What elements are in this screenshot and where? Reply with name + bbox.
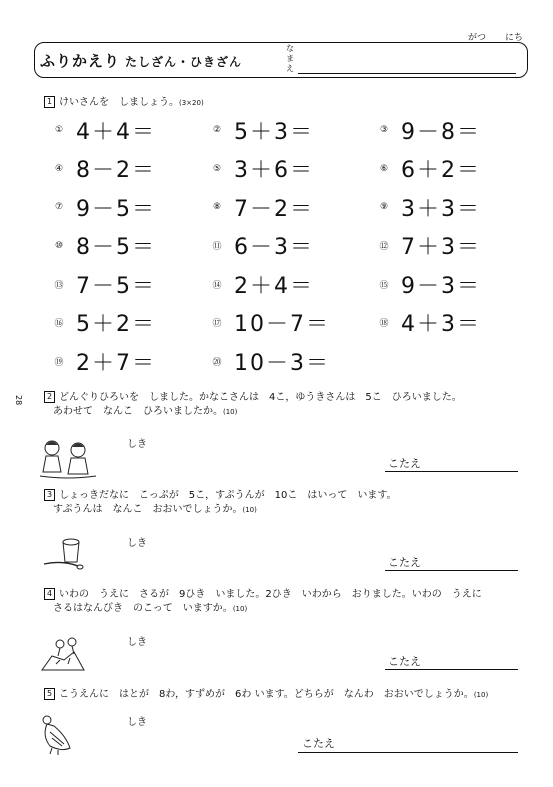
problem-expression: 6－3＝ (234, 235, 314, 260)
month-label: がつ (468, 33, 487, 43)
problem-item (377, 193, 481, 221)
problem2-points: (10) (223, 408, 238, 416)
problem-expression: 2＋4＝ (234, 273, 314, 299)
problem3-line1: しょっきだなに こっぷが 5こ，すぷうんが 10こ はいって います。 (59, 490, 397, 501)
problem2-shiki-label: しき (127, 439, 147, 450)
problem-item (377, 155, 481, 183)
problem-number: ⑳ (212, 357, 222, 368)
problem-item (210, 270, 314, 298)
problem2-text (44, 391, 462, 419)
problem-item (52, 309, 156, 337)
problem-number: ⑲ (54, 357, 64, 368)
cup-spoon-illustration (42, 536, 84, 572)
problem4-points: (10) (232, 605, 248, 613)
problem-expression: 7＋3＝ (401, 235, 481, 260)
problem-number: ⑤ (212, 163, 222, 174)
problem-number: ⑭ (212, 280, 222, 291)
section-number: 4 (44, 588, 55, 600)
problem-number: ⑬ (54, 280, 64, 291)
problem4-line2: さるはなんびき のこって いますか。 (53, 603, 233, 614)
problem-number: ⑪ (212, 242, 222, 252)
problem3-text (44, 489, 397, 517)
problem-expression: 7－5＝ (76, 273, 156, 299)
day-label: にち (505, 33, 524, 43)
problem-item (210, 232, 314, 260)
problem2-answer-field[interactable] (385, 471, 518, 472)
problem4-shiki-label: しき (127, 637, 147, 648)
problem-item (210, 347, 330, 375)
problem-expression: 5＋3＝ (234, 119, 314, 145)
problem-item (52, 155, 156, 183)
problem-expression: 8－5＝ (76, 235, 156, 260)
problem-expression: 7－2＝ (234, 196, 314, 222)
name-label: なまえ (286, 44, 294, 73)
problem-expression: 10－3＝ (234, 350, 330, 376)
problem-expression: 9－8＝ (401, 119, 481, 145)
problem-number: ④ (54, 163, 64, 174)
problem5-answer-field[interactable] (298, 752, 518, 753)
section1-heading (44, 96, 204, 110)
problem-expression: 3＋3＝ (401, 196, 481, 222)
section-number: 3 (44, 489, 55, 501)
side-number: 28 (14, 395, 23, 406)
problem-item (210, 116, 314, 144)
section-number: 1 (44, 96, 55, 108)
section1-points: (3×20) (179, 99, 204, 107)
problem-expression: 3＋6＝ (234, 158, 314, 183)
problem2-line2: あわせて なんこ ひろいましたか。 (53, 406, 223, 417)
problem4-line1: いわの うえに さるが 9ひき いました。2ひき いわから おりました。いわの うえに (59, 589, 482, 600)
problem-number: ⑧ (212, 202, 222, 212)
problem-number: ⑱ (379, 319, 389, 329)
problem-item (52, 116, 156, 144)
problem-item (377, 270, 481, 298)
children-illustration (38, 436, 98, 480)
section-number: 5 (44, 688, 55, 700)
problem-number: ⑩ (54, 240, 64, 251)
page-title: ふりかえり (40, 52, 121, 70)
name-field[interactable] (298, 73, 516, 74)
problem-item (210, 155, 314, 183)
section1-instruction: けいさんを しましょう。 (59, 97, 179, 108)
problem4-answer-field[interactable] (385, 669, 518, 670)
problem-number: ② (212, 125, 222, 135)
problem5-text (44, 688, 488, 702)
problem-item (210, 309, 330, 337)
problem-number: ① (54, 125, 64, 135)
problem-number: ⑫ (379, 242, 389, 252)
problem-expression: 9－3＝ (401, 273, 481, 299)
problem4-answer-label: こたえ (388, 655, 421, 668)
problem-number: ⑮ (379, 280, 389, 291)
problem3-answer-label: こたえ (388, 556, 421, 569)
problem3-answer-field[interactable] (385, 570, 518, 571)
problem-expression: 10－7＝ (234, 312, 330, 337)
pigeon-illustration (38, 712, 74, 756)
problem-item (52, 270, 156, 298)
page-subtitle: たしざん・ひきざん (125, 55, 243, 69)
problem2-line1: どんぐりひろいを しました。かなこさんは 4こ，ゆうきさんは 5こ ひろいました。 (59, 392, 462, 403)
problem-expression: 6＋2＝ (401, 158, 481, 183)
problem4-text (44, 588, 482, 616)
problem-item (52, 193, 156, 221)
problem-expression: 4＋4＝ (76, 119, 156, 145)
problem-item (377, 309, 481, 337)
problem-number: ⑦ (54, 202, 64, 212)
problem3-shiki-label: しき (127, 538, 147, 549)
section-number: 2 (44, 391, 55, 403)
problem5-points: (10) (473, 691, 489, 699)
problem-item (52, 232, 156, 260)
problem-number: ⑰ (212, 319, 222, 329)
problem5-answer-label: こたえ (302, 737, 335, 750)
problem2-answer-label: こたえ (388, 457, 421, 470)
problem-item (52, 347, 156, 375)
problem-expression: 5＋2＝ (76, 312, 156, 337)
problem-expression: 8－2＝ (76, 158, 156, 183)
problem-item (210, 193, 314, 221)
problem-number: ⑯ (54, 319, 64, 329)
monkeys-rock-illustration (40, 634, 86, 672)
problem-number: ⑨ (379, 202, 389, 212)
problem-expression: 4＋3＝ (401, 312, 481, 337)
problem-expression: 2＋7＝ (76, 350, 156, 376)
problem-item (377, 116, 481, 144)
problem-expression: 9－5＝ (76, 196, 156, 222)
problem3-points: (10) (242, 506, 257, 514)
problem-number: ⑥ (379, 163, 389, 174)
problem3-line2: すぷうんは なんこ おおいでしょうか。 (53, 504, 243, 515)
problem5-line1: こうえんに はとが 8わ，すずめが 6わ います。どちらが なんわ おおいでしょうか。 (59, 689, 474, 700)
problem-number: ③ (379, 125, 389, 135)
problem-item (377, 232, 481, 260)
problem5-shiki-label: しき (127, 717, 147, 728)
